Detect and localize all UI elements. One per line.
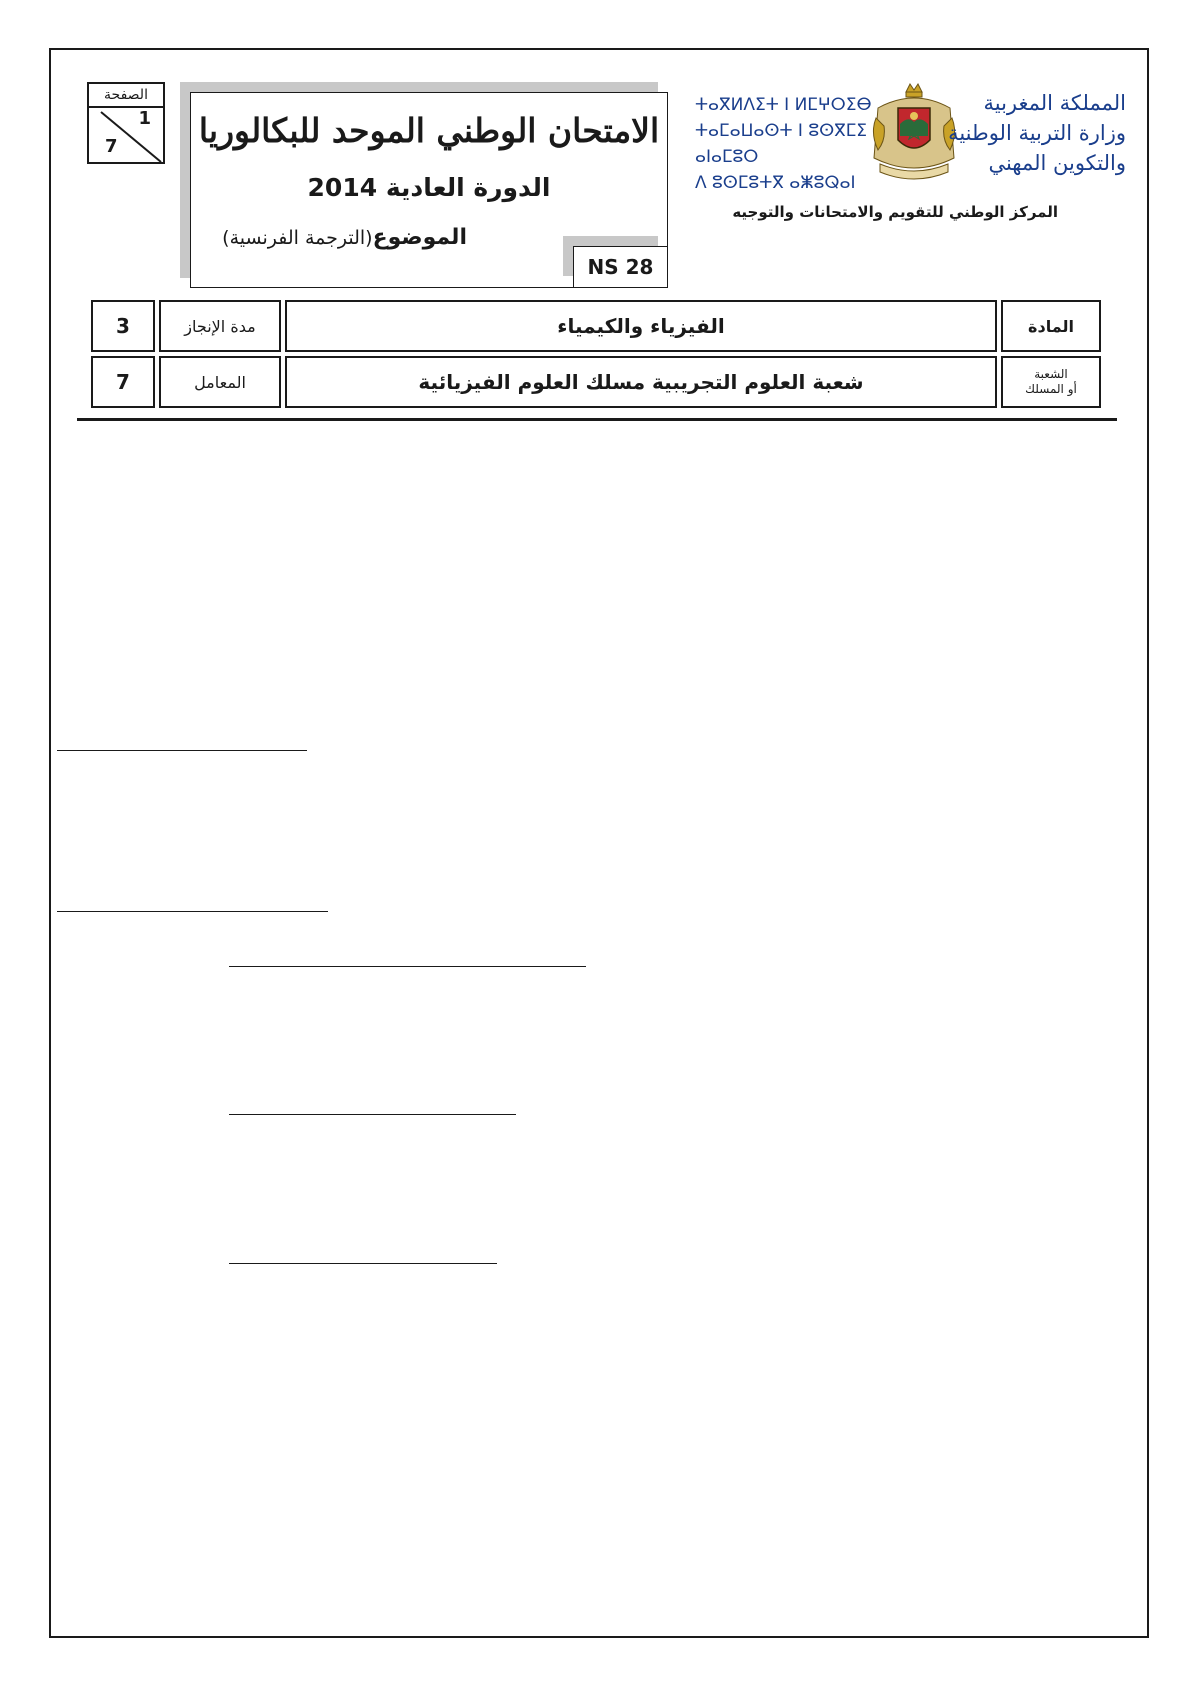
exam-title: الامتحان الوطني الموحد للبكالوريا [198,111,660,150]
diagonal-divider [89,106,165,164]
ministry-line-2: وزارة التربية الوطنية [948,121,1126,145]
subject-word: الموضوع [372,225,467,250]
subject-label: المادة [1001,300,1101,352]
page-total: 7 [105,136,118,157]
evaluation-center-name: المركز الوطني للتقويم والامتحانات والتوجيه [732,203,1058,221]
heading-underline [57,911,328,912]
header-rule [77,418,1117,421]
table-row [91,300,1101,352]
ministry-line-1: المملكة المغربية [983,91,1126,115]
page-current: 1 [138,108,151,129]
exam-subject [222,225,467,250]
duration-value: 3 [91,300,155,352]
table-row [91,356,1101,408]
tifinagh-header [695,92,890,196]
subheading-underline [229,1114,516,1115]
subheading-underline [229,1263,497,1264]
page-number-box [87,82,165,164]
page-label: الصفحة [89,84,163,108]
coefficient-label: المعامل [159,356,281,408]
subheading-underline [229,966,586,967]
heading-underline [57,750,307,751]
track-label-line-2: أو المسلك [1025,382,1077,396]
track-value: شعبة العلوم التجريبية مسلك العلوم الفيزيائية [285,356,997,408]
duration-label: مدة الإنجاز [159,300,281,352]
tifinagh-line-1: ⵜⴰⴳⵍⴷⵉⵜ ⵏ ⵍⵎⵖⵔⵉⴱ [695,95,872,115]
tifinagh-line-2: ⵜⴰⵎⴰⵡⴰⵙⵜ ⵏ ⵓⵙⴳⵎⵉ ⴰⵏⴰⵎⵓⵔ [695,121,868,167]
ministry-line-3: والتكوين المهني [988,151,1126,175]
subject-value: الفيزياء والكيمياء [285,300,997,352]
subject-note: (الترجمة الفرنسية) [222,227,373,249]
tifinagh-line-3: ⴷ ⵓⵙⵎⵓⵜⴳ ⴰⵥⵓⵕⴰⵏ [695,173,856,193]
track-label [1001,356,1101,408]
exam-session: الدورة العادية 2014 [307,173,551,202]
ministry-name [926,88,1126,178]
exam-info-table [87,296,1105,412]
coefficient-value: 7 [91,356,155,408]
exam-code: NS 28 [573,246,668,288]
track-label-line-1: الشعبة [1034,367,1068,381]
